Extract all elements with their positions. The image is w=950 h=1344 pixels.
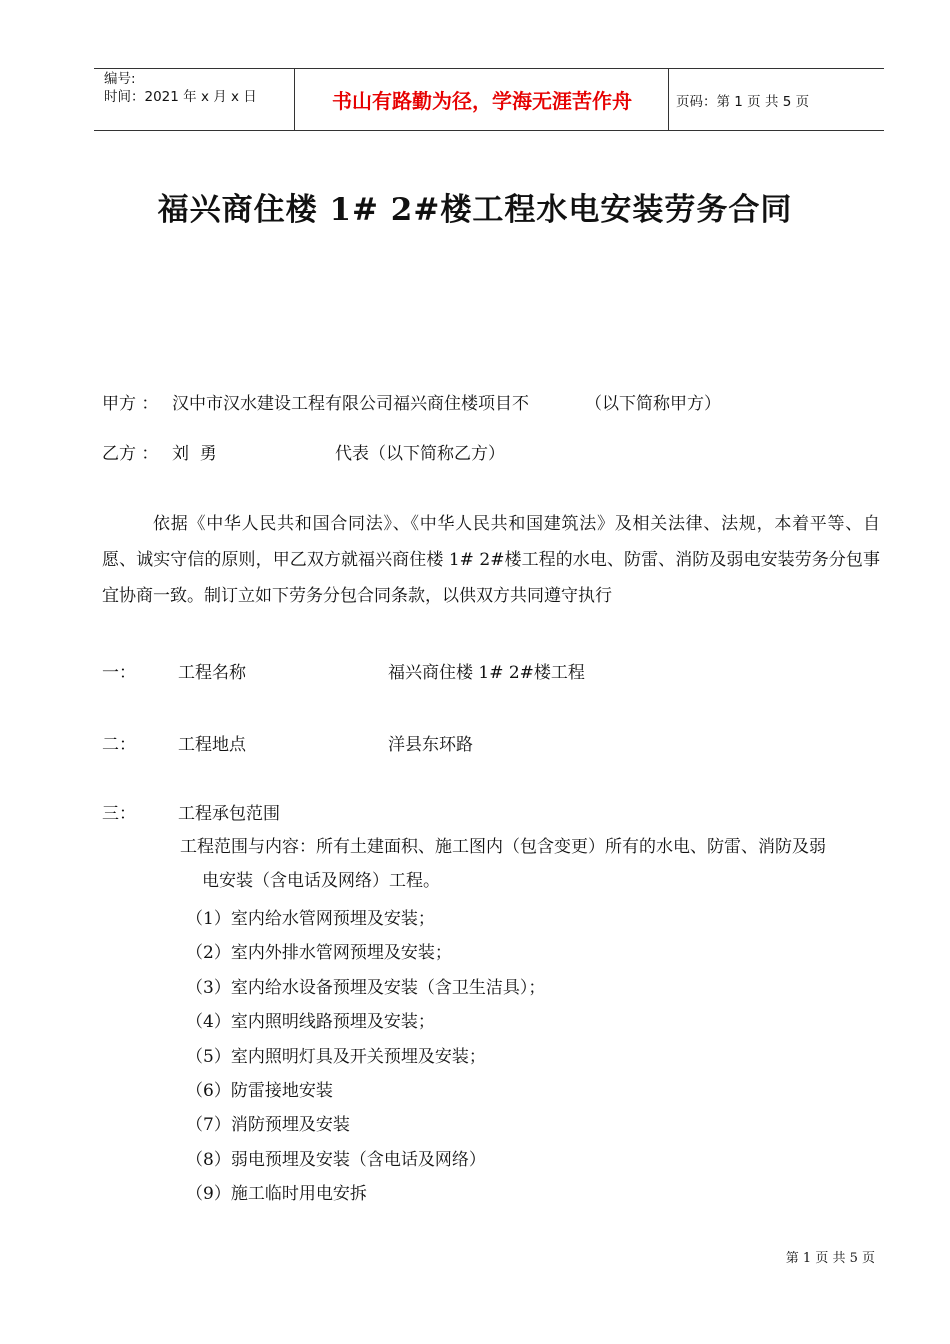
header-divider <box>668 69 669 130</box>
scope-items <box>186 902 545 1212</box>
page-header <box>94 68 884 131</box>
header-page-info: 页码：第 1 页 共 5 页 <box>676 93 810 110</box>
scope-description <box>180 830 880 898</box>
party-b-name: 刘 勇 <box>172 444 217 464</box>
party-a-note: （以下简称甲方） <box>585 394 721 414</box>
section-label: 工程承包范围 <box>178 804 280 824</box>
list-item: （3）室内给水设备预埋及安装（含卫生洁具）； <box>186 977 546 998</box>
party-a-name: 汉中市汉水建设工程有限公司福兴商住楼项目不 <box>172 394 529 414</box>
header-motto: 书山有路勤为径，学海无涯苦作舟 <box>332 89 632 113</box>
section-number: 二： <box>102 735 136 755</box>
party-b-label: 乙方 ： <box>102 444 159 464</box>
list-item: （7）消防预埋及安装 <box>186 1115 350 1136</box>
section-number: 一： <box>102 663 136 683</box>
list-item: （4）室内照明线路预埋及安装； <box>186 1012 435 1033</box>
section-value: 洋县东环路 <box>388 735 473 755</box>
page-footer: 第 1 页 共 5 页 <box>785 1251 875 1266</box>
list-item: （2）室内外排水管网预埋及安装； <box>186 943 452 964</box>
list-item: （9）施工临时用电安拆 <box>186 1184 367 1205</box>
section-value: 福兴商住楼 1# 2#楼工程 <box>388 663 585 683</box>
header-meta <box>104 69 294 130</box>
document-number-label: 编号: <box>104 71 136 87</box>
party-b-note: 代表（以下简称乙方） <box>335 444 505 464</box>
section-number: 三： <box>102 804 136 824</box>
document-time: 时间：2021 年 x 月 x 日 <box>104 89 257 105</box>
list-item: （8）弱电预埋及安装（含电话及网络） <box>186 1149 486 1170</box>
scope-line: 工程范围与内容：所有土建面积、施工图内（包含变更）所有的水电、防雷、消防及弱 <box>180 837 826 857</box>
intro-paragraph: 依据《中华人民共和国合同法》、《中华人民共和国建筑法》及相关法律、法规，本着平等、自愿、诚实守信的原则，甲乙双方就福兴商住楼 1# 2#楼工程的水电、防雷、消防及弱电安装劳务分包事宜协商一致。制订立如下劳务分包合同条款，以供双方共同遵守执行 <box>102 514 880 606</box>
list-item: （5）室内照明灯具及开关预埋及安装； <box>186 1046 486 1067</box>
scope-line: 电安装（含电话及网络）工程。 <box>202 871 440 891</box>
list-item: （6）防雷接地安装 <box>186 1080 333 1101</box>
section-label: 工程地点 <box>178 735 246 755</box>
list-item: （1）室内给水管网预埋及安装； <box>186 909 435 929</box>
header-divider <box>294 69 295 130</box>
section-label: 工程名称 <box>178 663 246 683</box>
document-title: 福兴商住楼 1# 2#楼工程水电安装劳务合同 <box>157 192 793 228</box>
party-a-label: 甲方 ： <box>102 394 159 414</box>
